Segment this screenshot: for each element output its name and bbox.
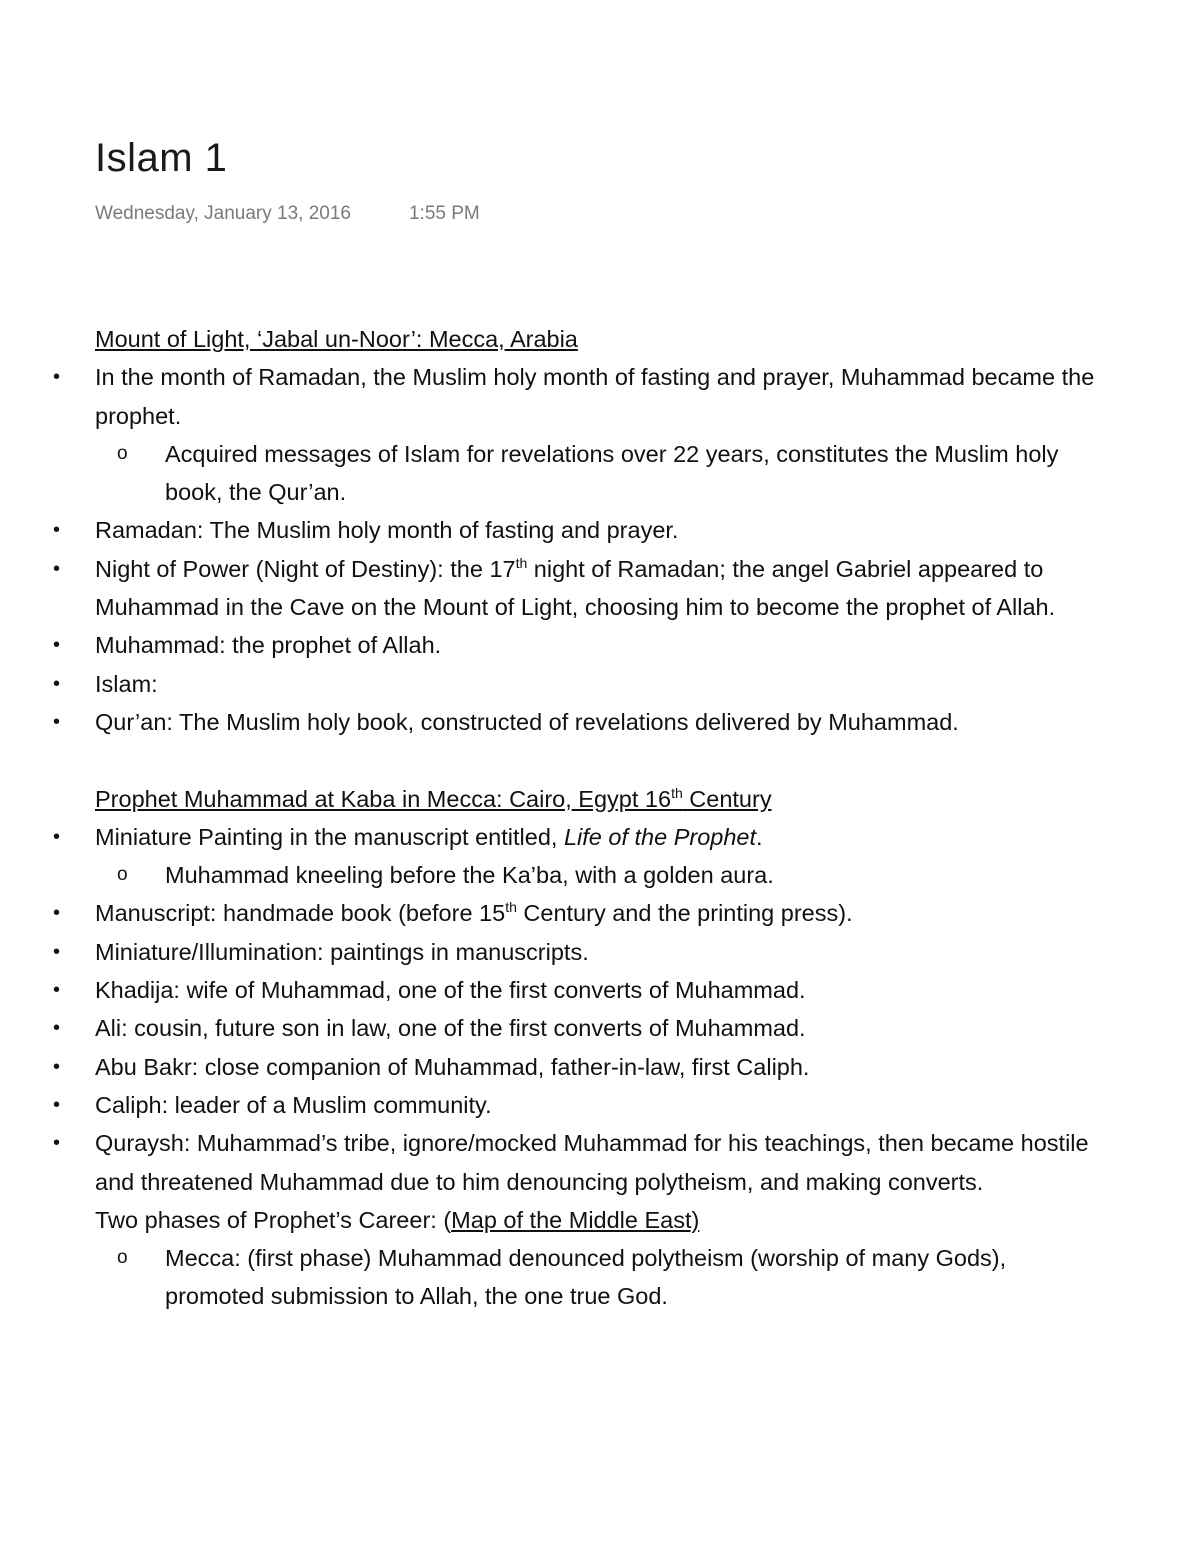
- superscript: th: [505, 899, 517, 916]
- bullet-list: [95, 358, 1105, 741]
- section-heading: Mount of Light, ‘Jabal un-Noor’: Mecca, Arabia: [95, 326, 578, 352]
- list-item: • Ramadan: The Muslim holy month of fasting and prayer.: [95, 511, 1105, 549]
- text-part: Miniature Painting in the manuscript entitled,: [95, 823, 564, 850]
- section-heading: [95, 780, 1105, 818]
- note-timestamp: [95, 203, 480, 225]
- map-link[interactable]: Map of the Middle East): [451, 1206, 700, 1233]
- text-part: night of Ramadan; the angel Gabriel appeared to Muhammad in the Cave on the Mount of Light, choosing him to become the prophet of Allah.: [95, 555, 1056, 621]
- text-part: Century and the printing press).: [516, 900, 853, 927]
- list-item: • Ali: cousin, future son in law, one of the first converts of Muhammad.: [95, 1009, 1105, 1047]
- bullet-list: [95, 818, 1105, 1201]
- list-item: • Abu Bakr: close companion of Muhammad, father-in-law, first Caliph.: [95, 1048, 1105, 1086]
- manuscript-title: Life of the Prophet: [563, 823, 757, 850]
- list-item: • Islam:: [95, 665, 1105, 703]
- superscript: th: [671, 784, 683, 801]
- list-item: [95, 894, 1105, 932]
- text-part: Night of Power (Night of Destiny): the 17: [95, 555, 516, 582]
- section-mount-of-light: [95, 320, 1105, 741]
- list-item: • Quraysh: Muhammad’s tribe, ignore/mocked Muhammad for his teachings, then became hostile and threatened Muhammad due to him denouncing polytheism, and making converts.: [95, 1124, 1105, 1201]
- page-title: Islam 1: [95, 136, 228, 180]
- sub-list-item: o Mecca: (first phase) Muhammad denounced polytheism (worship of many Gods), promoted submission to Allah, the one true God.: [165, 1239, 1105, 1316]
- text-part: .: [756, 823, 763, 850]
- list-item: • Miniature/Illumination: paintings in manuscripts.: [95, 933, 1105, 971]
- text-part: Prophet Muhammad at Kaba in Mecca: Cairo, Egypt 16: [95, 785, 672, 812]
- list-item: • Caliph: leader of a Muslim community.: [95, 1086, 1105, 1124]
- sub-list: [95, 856, 1105, 894]
- list-item: • Muhammad: the prophet of Allah.: [95, 626, 1105, 664]
- text-part: Manuscript: handmade book (before 15: [95, 900, 506, 927]
- note-time: 1:55 PM: [408, 203, 480, 224]
- list-item: [95, 358, 1105, 511]
- list-item: [95, 818, 1105, 895]
- sub-list: [95, 1239, 1105, 1316]
- list-item: • Khadija: wife of Muhammad, one of the first converts of Muhammad.: [95, 971, 1105, 1009]
- note-date: Wednesday, January 13, 2016: [95, 203, 351, 224]
- superscript: th: [515, 554, 528, 571]
- note-body: [95, 320, 1105, 1316]
- career-phases-line: [95, 1201, 1105, 1239]
- text-part: Two phases of Prophet’s Career: (: [95, 1206, 452, 1233]
- sub-list: [95, 435, 1105, 512]
- list-item-text: In the month of Ramadan, the Muslim holy month of fasting and prayer, Muhammad became the prophet.: [95, 364, 1095, 429]
- sub-list-item: o Acquired messages of Islam for revelations over 22 years, constitutes the Muslim holy book, the Qur’an.: [165, 435, 1105, 512]
- sub-list-item: o Muhammad kneeling before the Ka’ba, with a golden aura.: [165, 856, 1105, 894]
- list-item: • Qur’an: The Muslim holy book, constructed of revelations delivered by Muhammad.: [95, 703, 1105, 741]
- text-part: Century: [682, 785, 772, 812]
- list-item: [95, 550, 1105, 627]
- section-prophet-at-kaba: [95, 780, 1105, 1316]
